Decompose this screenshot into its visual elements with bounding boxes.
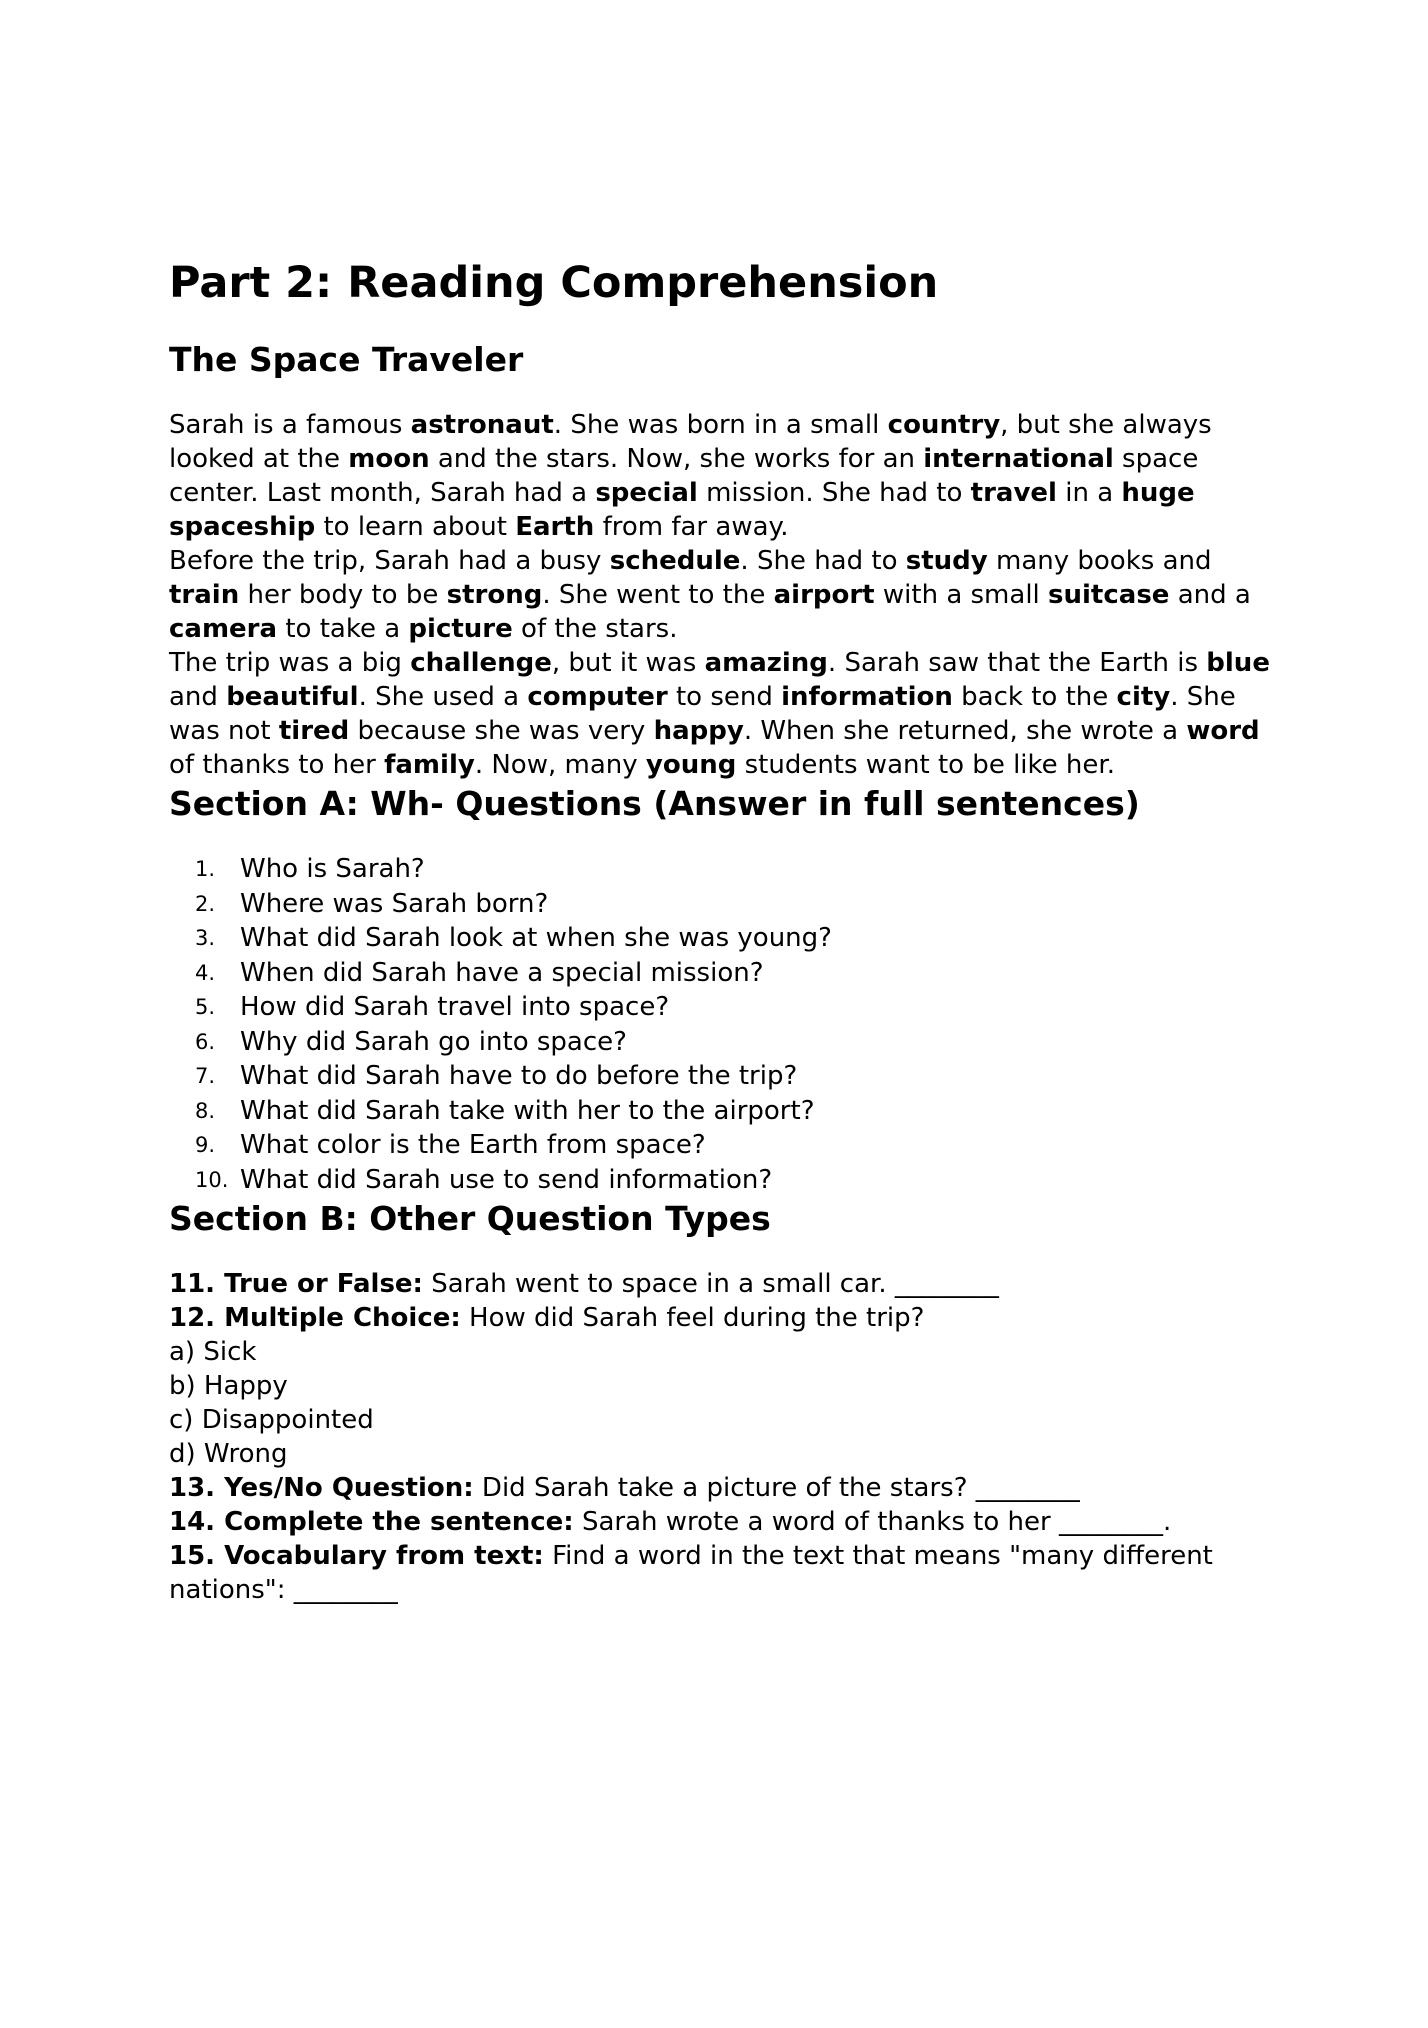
vocabulary-word: suitcase	[1048, 580, 1170, 610]
question-number: 5.	[195, 995, 216, 1019]
passage-text: and the stars. Now, she works for an	[429, 444, 924, 474]
list-item	[169, 887, 1279, 922]
vocabulary-word: camera	[169, 614, 278, 644]
section-b-title: Section B: Other Question Types	[169, 1199, 771, 1238]
passage-text: many books and	[987, 546, 1212, 576]
list-item	[169, 956, 1279, 991]
question-text: What did Sarah have to do before the trip?	[240, 1061, 798, 1091]
passage-text: to learn about	[315, 512, 516, 542]
vocabulary-word: happy	[653, 716, 744, 746]
story-title: The Space Traveler	[169, 340, 524, 379]
page-title: Part 2: Reading Comprehension	[169, 258, 939, 308]
list-item	[169, 921, 1279, 956]
reading-passage	[169, 408, 1279, 782]
list-item	[169, 1025, 1279, 1060]
vocabulary-word: special	[595, 478, 698, 508]
worksheet-page	[169, 254, 1279, 1607]
vocabulary-word: young	[645, 750, 737, 780]
passage-text: Sarah is a famous	[169, 410, 411, 440]
list-item	[169, 1128, 1279, 1163]
passage-text: because she was very	[349, 716, 654, 746]
question-number: 7.	[195, 1064, 216, 1088]
list-item	[169, 1163, 1279, 1198]
vocabulary-word: amazing	[704, 648, 828, 678]
passage-text: of the stars.	[512, 614, 678, 644]
passage-text: and	[169, 682, 227, 712]
option-c: c) Disappointed	[169, 1405, 374, 1435]
vocabulary-word: strong	[446, 580, 543, 610]
vocabulary-word: city	[1116, 682, 1171, 712]
vocabulary-word: information	[781, 682, 953, 712]
vocabulary-word: international	[923, 444, 1114, 474]
other-questions	[169, 1267, 1279, 1607]
passage-text: . She was born in a small	[553, 410, 888, 440]
passage-text: , but she always looked at the	[169, 410, 1212, 474]
vocabulary-word: travel	[970, 478, 1057, 508]
question-15	[169, 1539, 1279, 1607]
list-item	[169, 1059, 1279, 1094]
vocabulary-word: family	[384, 750, 475, 780]
vocabulary-word: tired	[278, 716, 350, 746]
passage-text: from far away.	[594, 512, 789, 542]
question-label: 15. Vocabulary from text:	[169, 1541, 544, 1571]
question-text: What did Sarah take with her to the airport?	[240, 1095, 815, 1126]
vocabulary-word: blue	[1206, 648, 1270, 678]
question-number: 10.	[195, 1167, 229, 1192]
question-13	[169, 1471, 1279, 1505]
question-number: 6.	[195, 1029, 216, 1054]
passage-text: in a	[1056, 478, 1122, 508]
question-11	[169, 1267, 1279, 1301]
passage-paragraph-3	[169, 646, 1279, 782]
option-b: b) Happy	[169, 1371, 288, 1401]
question-14	[169, 1505, 1279, 1539]
vocabulary-word: beautiful	[226, 682, 359, 712]
list-item	[169, 852, 1279, 887]
question-label: 11. True or False:	[169, 1269, 423, 1299]
passage-text: with a small	[874, 580, 1049, 610]
vocabulary-word: moon	[348, 444, 430, 474]
passage-text: . She was not	[169, 682, 1236, 746]
question-text: Find a word in the text that means "many different nations": ________	[169, 1541, 1213, 1605]
passage-text: back to the	[952, 682, 1117, 712]
question-label: 14. Complete the sentence:	[169, 1507, 574, 1537]
passage-text: of thanks to her	[169, 750, 385, 780]
passage-text: . She had to	[740, 546, 906, 576]
question-text: Sarah wrote a word of thanks to her ________.	[573, 1507, 1172, 1537]
option-d: d) Wrong	[169, 1439, 288, 1469]
vocabulary-word: huge	[1121, 478, 1195, 508]
question-number: 8.	[195, 1098, 216, 1123]
vocabulary-word: computer	[527, 682, 668, 712]
passage-text: , but it was	[551, 648, 705, 678]
passage-text: The trip was a big	[169, 648, 411, 678]
question-label: 13. Yes/No Question:	[169, 1473, 474, 1503]
question-text: Where was Sarah born?	[240, 888, 549, 919]
passage-text: . Sarah saw that the Earth is	[827, 648, 1207, 678]
question-text: Who is Sarah?	[240, 854, 425, 884]
question-number: 2.	[195, 891, 216, 916]
question-text: Sarah went to space in a small car. ________	[422, 1269, 999, 1299]
list-item	[169, 1094, 1279, 1129]
question-number: 9.	[195, 1133, 216, 1157]
question-text: Did Sarah take a picture of the stars? ________	[473, 1473, 1080, 1503]
wh-questions-list	[169, 852, 1279, 1197]
passage-text: . She used a	[358, 682, 528, 712]
option-a: a) Sick	[169, 1337, 257, 1367]
section-a-title: Section A: Wh- Questions (Answer in full sentences)	[169, 784, 1140, 823]
passage-text: . Now, many	[474, 750, 646, 780]
vocabulary-word: schedule	[609, 546, 741, 576]
passage-text: to send	[667, 682, 782, 712]
question-text: How did Sarah feel during the trip?	[460, 1303, 925, 1333]
passage-paragraph-1	[169, 408, 1279, 544]
passage-text: Before the trip, Sarah had a busy	[169, 546, 610, 576]
question-text: What did Sarah look at when she was young?	[240, 923, 832, 953]
question-text: When did Sarah have a special mission?	[240, 957, 764, 988]
question-number: 4.	[195, 960, 216, 985]
vocabulary-word: challenge	[410, 648, 552, 678]
question-text: How did Sarah travel into space?	[240, 992, 670, 1022]
question-label: 12. Multiple Choice:	[169, 1303, 461, 1333]
question-text: Why did Sarah go into space?	[240, 1026, 627, 1057]
vocabulary-word: Earth	[515, 512, 595, 542]
vocabulary-word: picture	[408, 614, 513, 644]
vocabulary-word: word	[1186, 716, 1260, 746]
passage-text: to take a	[277, 614, 409, 644]
passage-text: and a	[1169, 580, 1251, 610]
question-12	[169, 1301, 1279, 1335]
passage-text: . When she returned, she wrote a	[743, 716, 1187, 746]
passage-text: mission. She had to	[697, 478, 971, 508]
vocabulary-word: country	[887, 410, 1001, 440]
vocabulary-word: astronaut	[410, 410, 554, 440]
question-number: 1.	[195, 857, 216, 881]
vocabulary-word: study	[905, 546, 988, 576]
question-text: What did Sarah use to send information?	[240, 1164, 773, 1195]
vocabulary-word: spaceship	[169, 512, 316, 542]
list-item	[169, 990, 1279, 1025]
question-number: 3.	[195, 926, 216, 950]
question-text: What color is the Earth from space?	[240, 1130, 706, 1160]
vocabulary-word: airport	[773, 580, 875, 610]
passage-text: . She went to the	[542, 580, 774, 610]
passage-text: space center. Last month, Sarah had a	[169, 444, 1199, 508]
vocabulary-word: train	[169, 580, 240, 610]
passage-text: her body to be	[239, 580, 447, 610]
passage-paragraph-2	[169, 544, 1279, 646]
passage-text: students want to be like her.	[736, 750, 1115, 780]
